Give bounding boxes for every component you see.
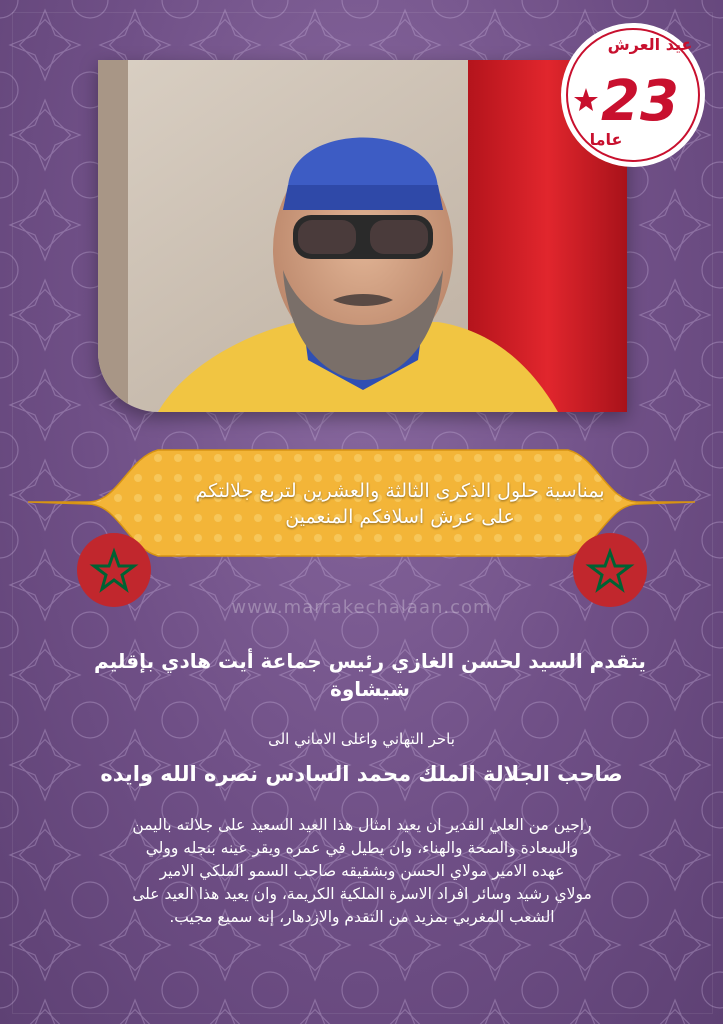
portrait-photo <box>98 60 627 412</box>
recipient-line: صاحب الجلالة الملك محمد السادس نصره الله وايده <box>100 762 623 786</box>
body-line: راجين من العلي القدير ان يعيد امثال هذا العيد السعيد على جلالته باليمن <box>132 816 592 834</box>
greeting-body <box>72 814 652 929</box>
sender-heading: يتقدم السيد لحسن الغازي رئيس جماعة أيت هادي بإقليم شيشاوة <box>94 649 646 701</box>
throne-day-badge <box>558 20 708 170</box>
body-line: مولاي رشيد وسائر افراد الاسرة الملكية الكريمة، وان يعيد هذا العيد على <box>132 885 592 903</box>
ribbon-line-1: بمناسبة حلول الذكرى الثالثة والعشرين لتربع جلالتكم <box>195 480 605 502</box>
greeting-subheading: باحر التهاني واغلى الاماني الى <box>268 730 455 748</box>
body-line: الشعب المغربي بمزيد من التقدم والازدهار، إنه سميع مجيب. <box>169 908 555 926</box>
badge-number: 23 <box>601 69 679 134</box>
badge-bottom-text: عاما <box>589 130 623 149</box>
body-line: عهده الامير مولاي الحسن وبشقيقه صاحب السمو الملكي الامير <box>159 862 565 880</box>
badge-top-text: عيد العرش <box>607 35 693 54</box>
body-line: والسعادة والصحة والهناء، وان يطيل في عمره ويقر عينه بنجله وولي <box>145 839 579 857</box>
ribbon-line-2: على عرش اسلافكم المنعمين <box>285 506 515 528</box>
website-watermark: www.marrakechalaan.com <box>231 597 492 618</box>
ribbon-caption <box>160 478 640 530</box>
